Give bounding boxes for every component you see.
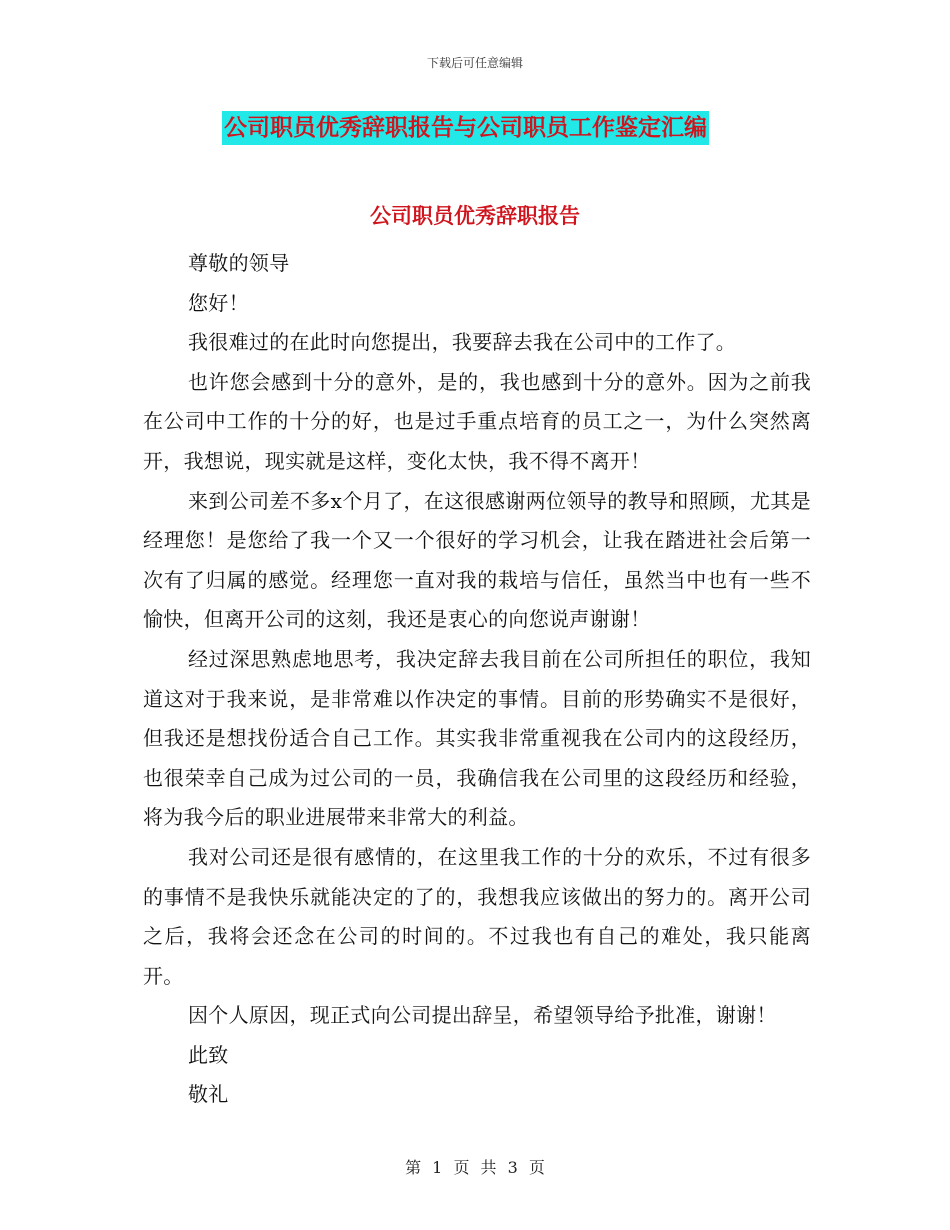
- greeting: 您好！: [188, 290, 249, 315]
- closing-regards: 敬礼: [188, 1082, 229, 1107]
- header-note: 下载后可任意编辑: [426, 56, 523, 70]
- body-paragraph: 我很难过的在此时向您提出，我要辞去我在公司中的工作了。: [188, 330, 737, 355]
- body-paragraph: 经过深思熟虑地思考，我决定辞去我目前在公司所担任的职位，我知道这对于我来说，是非常难以作决定的事情。目前的形势确实不是很好，但我还是想找份适合自己工作。其实我非常重视我在公司内的这段经历，也很荣幸自己成为过公司的一员，我确信我在公司里的这段经历和经验，将为我今后的职业进展带来非常大的利益。: [143, 646, 811, 830]
- section-title: 公司职员优秀辞职报告: [370, 204, 580, 228]
- document-title: 公司职员优秀辞职报告与公司职员工作鉴定汇编: [222, 111, 709, 145]
- body-paragraph: 来到公司差不多x个月了，在这很感谢两位领导的教导和照顾，尤其是经理您！是您给了我一个又一个很好的学习机会，让我在踏进社会后第一次有了归属的感觉。经理您一直对我的栽培与信任，虽然当中也有一些不愉快，但离开公司的这刻，我还是衷心的向您说声谢谢！: [143, 488, 811, 632]
- body-paragraph: 我对公司还是很有感情的，在这里我工作的十分的欢乐，不过有很多的事情不是我快乐就能决定的了的，我想我应该做出的努力的。离开公司之后，我将会还念在公司的时间的。不过我也有自己的难处，我只能离开。: [143, 844, 811, 988]
- document-body: [143, 244, 811, 1115]
- body-paragraph: 也许您会感到十分的意外，是的，我也感到十分的意外。因为之前我在公司中工作的十分的好，也是过手重点培育的员工之一，为什么突然离开，我想说，现实就是这样，变化太快，我不得不离开！: [143, 369, 811, 473]
- salutation: 尊敬的领导: [188, 251, 290, 275]
- page-number: 第 1 页 共 3 页: [405, 1158, 545, 1177]
- closing-line: 此致: [188, 1042, 229, 1067]
- body-paragraph: 因个人原因，现正式向公司提出辞呈，希望领导给予批准，谢谢！: [188, 1003, 777, 1028]
